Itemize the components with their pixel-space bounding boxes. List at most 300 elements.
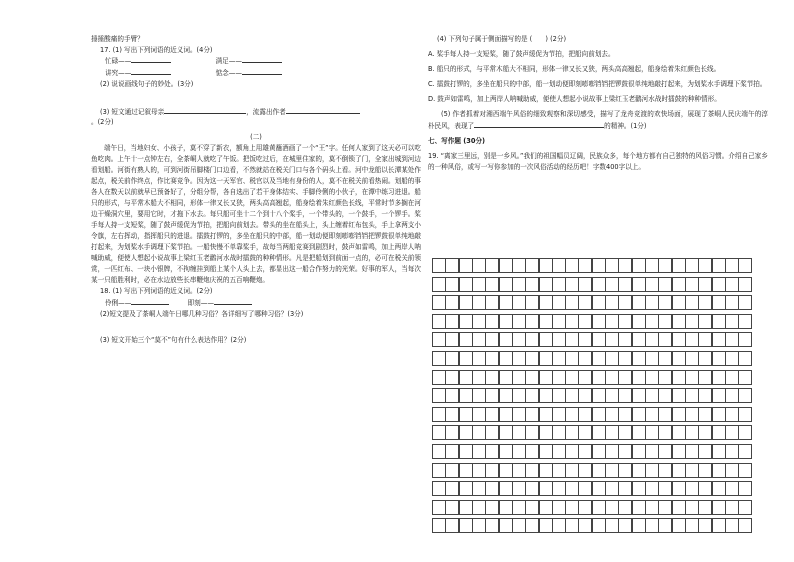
grid-cell[interactable]	[618, 295, 632, 310]
grid-cell[interactable]	[445, 332, 459, 347]
grid-cell[interactable]	[738, 351, 752, 366]
grid-cell[interactable]	[645, 500, 659, 515]
grid-cell[interactable]	[738, 332, 752, 347]
grid-cell[interactable]	[459, 481, 473, 496]
grid-cell[interactable]	[645, 388, 659, 403]
grid-cell[interactable]	[698, 425, 712, 440]
grid-cell[interactable]	[632, 370, 646, 385]
grid-cell[interactable]	[592, 351, 606, 366]
grid-cell[interactable]	[712, 463, 726, 478]
grid-cell[interactable]	[472, 295, 486, 310]
grid-cell[interactable]	[565, 518, 579, 533]
grid-cell[interactable]	[499, 277, 513, 292]
grid-cell[interactable]	[645, 518, 659, 533]
grid-cell[interactable]	[712, 258, 726, 273]
grid-cell[interactable]	[578, 351, 592, 366]
grid-cell[interactable]	[698, 258, 712, 273]
grid-cell[interactable]	[592, 500, 606, 515]
grid-cell[interactable]	[525, 370, 539, 385]
grid-cell[interactable]	[605, 332, 619, 347]
grid-cell[interactable]	[685, 444, 699, 459]
grid-cell[interactable]	[645, 277, 659, 292]
grid-cell[interactable]	[459, 295, 473, 310]
grid-cell[interactable]	[485, 518, 499, 533]
grid-cell[interactable]	[459, 277, 473, 292]
grid-cell[interactable]	[712, 388, 726, 403]
grid-cell[interactable]	[738, 481, 752, 496]
grid-cell[interactable]	[539, 481, 553, 496]
grid-cell[interactable]	[512, 314, 526, 329]
grid-cell[interactable]	[618, 463, 632, 478]
answer-blank[interactable]	[286, 106, 360, 114]
grid-cell[interactable]	[552, 500, 566, 515]
grid-cell[interactable]	[592, 277, 606, 292]
grid-cell[interactable]	[445, 314, 459, 329]
grid-cell[interactable]	[632, 258, 646, 273]
answer-blank[interactable]	[242, 67, 282, 75]
grid-cell[interactable]	[712, 444, 726, 459]
grid-cell[interactable]	[499, 351, 513, 366]
grid-cell[interactable]	[459, 314, 473, 329]
grid-cell[interactable]	[512, 518, 526, 533]
grid-cell[interactable]	[645, 295, 659, 310]
grid-cell[interactable]	[712, 277, 726, 292]
grid-cell[interactable]	[685, 351, 699, 366]
grid-cell[interactable]	[672, 425, 686, 440]
grid-cell[interactable]	[445, 444, 459, 459]
grid-cell[interactable]	[539, 500, 553, 515]
grid-cell[interactable]	[632, 351, 646, 366]
grid-cell[interactable]	[432, 481, 446, 496]
grid-cell[interactable]	[432, 425, 446, 440]
grid-cell[interactable]	[618, 407, 632, 422]
grid-cell[interactable]	[738, 463, 752, 478]
grid-cell[interactable]	[525, 258, 539, 273]
grid-cell[interactable]	[512, 295, 526, 310]
grid-cell[interactable]	[672, 407, 686, 422]
grid-cell[interactable]	[725, 444, 739, 459]
writing-grid[interactable]	[432, 258, 768, 537]
grid-cell[interactable]	[445, 370, 459, 385]
grid-cell[interactable]	[685, 370, 699, 385]
grid-cell[interactable]	[725, 425, 739, 440]
grid-cell[interactable]	[698, 500, 712, 515]
grid-cell[interactable]	[565, 500, 579, 515]
grid-cell[interactable]	[672, 295, 686, 310]
grid-cell[interactable]	[605, 481, 619, 496]
grid-cell[interactable]	[578, 277, 592, 292]
grid-cell[interactable]	[472, 518, 486, 533]
grid-cell[interactable]	[658, 481, 672, 496]
grid-cell[interactable]	[618, 444, 632, 459]
grid-cell[interactable]	[725, 332, 739, 347]
grid-cell[interactable]	[645, 425, 659, 440]
grid-cell[interactable]	[565, 295, 579, 310]
grid-cell[interactable]	[525, 295, 539, 310]
grid-cell[interactable]	[658, 518, 672, 533]
grid-cell[interactable]	[499, 388, 513, 403]
grid-cell[interactable]	[658, 444, 672, 459]
grid-cell[interactable]	[499, 425, 513, 440]
grid-cell[interactable]	[539, 407, 553, 422]
grid-cell[interactable]	[539, 370, 553, 385]
answer-blank[interactable]	[131, 297, 169, 305]
grid-cell[interactable]	[445, 500, 459, 515]
grid-cell[interactable]	[432, 332, 446, 347]
grid-cell[interactable]	[472, 388, 486, 403]
grid-cell[interactable]	[512, 351, 526, 366]
grid-cell[interactable]	[712, 314, 726, 329]
grid-cell[interactable]	[592, 425, 606, 440]
answer-blank[interactable]	[242, 55, 282, 63]
grid-cell[interactable]	[485, 351, 499, 366]
grid-cell[interactable]	[712, 407, 726, 422]
grid-cell[interactable]	[618, 481, 632, 496]
grid-cell[interactable]	[472, 370, 486, 385]
grid-cell[interactable]	[725, 463, 739, 478]
answer-blank[interactable]	[131, 55, 171, 63]
grid-cell[interactable]	[698, 444, 712, 459]
grid-cell[interactable]	[472, 332, 486, 347]
grid-cell[interactable]	[618, 425, 632, 440]
grid-cell[interactable]	[632, 295, 646, 310]
grid-cell[interactable]	[459, 388, 473, 403]
grid-cell[interactable]	[632, 500, 646, 515]
grid-cell[interactable]	[432, 277, 446, 292]
grid-cell[interactable]	[539, 277, 553, 292]
grid-cell[interactable]	[672, 332, 686, 347]
grid-cell[interactable]	[539, 314, 553, 329]
grid-cell[interactable]	[645, 351, 659, 366]
grid-cell[interactable]	[618, 314, 632, 329]
grid-cell[interactable]	[472, 277, 486, 292]
grid-cell[interactable]	[738, 444, 752, 459]
grid-cell[interactable]	[592, 258, 606, 273]
grid-cell[interactable]	[552, 351, 566, 366]
grid-cell[interactable]	[512, 332, 526, 347]
grid-cell[interactable]	[698, 481, 712, 496]
grid-cell[interactable]	[432, 295, 446, 310]
grid-cell[interactable]	[565, 277, 579, 292]
grid-cell[interactable]	[725, 481, 739, 496]
grid-cell[interactable]	[565, 444, 579, 459]
grid-cell[interactable]	[698, 370, 712, 385]
grid-cell[interactable]	[738, 295, 752, 310]
grid-cell[interactable]	[605, 370, 619, 385]
answer-blank[interactable]	[214, 297, 252, 305]
grid-cell[interactable]	[539, 258, 553, 273]
grid-cell[interactable]	[605, 444, 619, 459]
grid-cell[interactable]	[738, 500, 752, 515]
grid-cell[interactable]	[459, 463, 473, 478]
grid-cell[interactable]	[432, 518, 446, 533]
grid-cell[interactable]	[525, 332, 539, 347]
grid-cell[interactable]	[658, 500, 672, 515]
grid-cell[interactable]	[512, 463, 526, 478]
grid-cell[interactable]	[712, 351, 726, 366]
grid-cell[interactable]	[512, 258, 526, 273]
grid-cell[interactable]	[685, 277, 699, 292]
grid-cell[interactable]	[552, 314, 566, 329]
grid-cell[interactable]	[725, 314, 739, 329]
grid-cell[interactable]	[578, 388, 592, 403]
grid-cell[interactable]	[552, 481, 566, 496]
grid-cell[interactable]	[605, 407, 619, 422]
grid-cell[interactable]	[499, 407, 513, 422]
grid-cell[interactable]	[552, 463, 566, 478]
grid-cell[interactable]	[685, 407, 699, 422]
grid-cell[interactable]	[618, 500, 632, 515]
grid-cell[interactable]	[672, 351, 686, 366]
grid-cell[interactable]	[432, 444, 446, 459]
grid-cell[interactable]	[605, 500, 619, 515]
grid-cell[interactable]	[685, 314, 699, 329]
grid-cell[interactable]	[738, 277, 752, 292]
answer-blank[interactable]	[131, 67, 171, 75]
grid-cell[interactable]	[578, 258, 592, 273]
grid-cell[interactable]	[499, 518, 513, 533]
grid-cell[interactable]	[725, 388, 739, 403]
grid-cell[interactable]	[632, 444, 646, 459]
grid-cell[interactable]	[432, 500, 446, 515]
grid-cell[interactable]	[445, 258, 459, 273]
grid-cell[interactable]	[499, 295, 513, 310]
grid-cell[interactable]	[485, 500, 499, 515]
grid-cell[interactable]	[592, 370, 606, 385]
grid-cell[interactable]	[698, 388, 712, 403]
grid-cell[interactable]	[592, 407, 606, 422]
grid-cell[interactable]	[445, 518, 459, 533]
grid-cell[interactable]	[738, 258, 752, 273]
grid-cell[interactable]	[432, 351, 446, 366]
grid-cell[interactable]	[512, 277, 526, 292]
grid-cell[interactable]	[658, 407, 672, 422]
grid-cell[interactable]	[485, 314, 499, 329]
grid-cell[interactable]	[472, 314, 486, 329]
grid-cell[interactable]	[672, 444, 686, 459]
grid-cell[interactable]	[525, 444, 539, 459]
answer-blank[interactable]	[164, 106, 246, 114]
grid-cell[interactable]	[485, 277, 499, 292]
grid-cell[interactable]	[525, 407, 539, 422]
grid-cell[interactable]	[565, 463, 579, 478]
grid-cell[interactable]	[432, 370, 446, 385]
grid-cell[interactable]	[539, 463, 553, 478]
grid-cell[interactable]	[552, 332, 566, 347]
grid-cell[interactable]	[658, 295, 672, 310]
grid-cell[interactable]	[698, 314, 712, 329]
grid-cell[interactable]	[565, 332, 579, 347]
grid-cell[interactable]	[592, 518, 606, 533]
grid-cell[interactable]	[712, 500, 726, 515]
grid-cell[interactable]	[645, 258, 659, 273]
grid-cell[interactable]	[645, 481, 659, 496]
grid-cell[interactable]	[459, 518, 473, 533]
grid-cell[interactable]	[618, 351, 632, 366]
grid-cell[interactable]	[685, 332, 699, 347]
grid-cell[interactable]	[578, 407, 592, 422]
grid-cell[interactable]	[712, 295, 726, 310]
grid-cell[interactable]	[725, 500, 739, 515]
grid-cell[interactable]	[592, 314, 606, 329]
grid-cell[interactable]	[592, 463, 606, 478]
grid-cell[interactable]	[565, 351, 579, 366]
grid-cell[interactable]	[512, 500, 526, 515]
grid-cell[interactable]	[472, 351, 486, 366]
grid-cell[interactable]	[472, 500, 486, 515]
grid-cell[interactable]	[672, 370, 686, 385]
grid-cell[interactable]	[672, 388, 686, 403]
grid-cell[interactable]	[605, 518, 619, 533]
grid-cell[interactable]	[685, 463, 699, 478]
grid-cell[interactable]	[539, 295, 553, 310]
grid-cell[interactable]	[698, 463, 712, 478]
grid-cell[interactable]	[578, 500, 592, 515]
grid-cell[interactable]	[578, 370, 592, 385]
grid-cell[interactable]	[472, 425, 486, 440]
grid-cell[interactable]	[605, 463, 619, 478]
grid-cell[interactable]	[605, 388, 619, 403]
grid-cell[interactable]	[592, 481, 606, 496]
grid-cell[interactable]	[459, 370, 473, 385]
grid-cell[interactable]	[698, 295, 712, 310]
grid-cell[interactable]	[499, 500, 513, 515]
grid-cell[interactable]	[685, 295, 699, 310]
grid-cell[interactable]	[445, 295, 459, 310]
grid-cell[interactable]	[658, 258, 672, 273]
grid-cell[interactable]	[645, 332, 659, 347]
grid-cell[interactable]	[618, 258, 632, 273]
grid-cell[interactable]	[645, 444, 659, 459]
grid-cell[interactable]	[485, 295, 499, 310]
grid-cell[interactable]	[725, 407, 739, 422]
grid-cell[interactable]	[578, 444, 592, 459]
grid-cell[interactable]	[685, 500, 699, 515]
grid-cell[interactable]	[658, 425, 672, 440]
grid-cell[interactable]	[565, 258, 579, 273]
grid-cell[interactable]	[645, 407, 659, 422]
grid-cell[interactable]	[525, 518, 539, 533]
grid-cell[interactable]	[632, 425, 646, 440]
grid-cell[interactable]	[525, 314, 539, 329]
grid-cell[interactable]	[512, 370, 526, 385]
grid-cell[interactable]	[485, 370, 499, 385]
grid-cell[interactable]	[432, 388, 446, 403]
grid-cell[interactable]	[499, 444, 513, 459]
grid-cell[interactable]	[485, 444, 499, 459]
grid-cell[interactable]	[499, 481, 513, 496]
grid-cell[interactable]	[565, 407, 579, 422]
grid-cell[interactable]	[459, 351, 473, 366]
grid-cell[interactable]	[432, 314, 446, 329]
grid-cell[interactable]	[445, 407, 459, 422]
grid-cell[interactable]	[472, 463, 486, 478]
grid-cell[interactable]	[632, 332, 646, 347]
grid-cell[interactable]	[578, 425, 592, 440]
grid-cell[interactable]	[632, 463, 646, 478]
grid-cell[interactable]	[725, 295, 739, 310]
grid-cell[interactable]	[672, 314, 686, 329]
grid-cell[interactable]	[552, 444, 566, 459]
grid-cell[interactable]	[472, 258, 486, 273]
grid-cell[interactable]	[512, 388, 526, 403]
grid-cell[interactable]	[658, 314, 672, 329]
grid-cell[interactable]	[485, 425, 499, 440]
grid-cell[interactable]	[632, 518, 646, 533]
grid-cell[interactable]	[712, 332, 726, 347]
grid-cell[interactable]	[499, 258, 513, 273]
grid-cell[interactable]	[645, 370, 659, 385]
grid-cell[interactable]	[445, 425, 459, 440]
grid-cell[interactable]	[632, 277, 646, 292]
grid-cell[interactable]	[632, 388, 646, 403]
grid-cell[interactable]	[592, 332, 606, 347]
grid-cell[interactable]	[592, 444, 606, 459]
grid-cell[interactable]	[685, 388, 699, 403]
answer-blank[interactable]	[474, 120, 604, 128]
grid-cell[interactable]	[672, 277, 686, 292]
grid-cell[interactable]	[539, 425, 553, 440]
grid-cell[interactable]	[552, 258, 566, 273]
grid-cell[interactable]	[698, 277, 712, 292]
grid-cell[interactable]	[552, 295, 566, 310]
grid-cell[interactable]	[499, 314, 513, 329]
grid-cell[interactable]	[565, 425, 579, 440]
grid-cell[interactable]	[459, 407, 473, 422]
grid-cell[interactable]	[525, 351, 539, 366]
grid-cell[interactable]	[472, 481, 486, 496]
grid-cell[interactable]	[605, 351, 619, 366]
grid-cell[interactable]	[552, 518, 566, 533]
grid-cell[interactable]	[685, 481, 699, 496]
grid-cell[interactable]	[525, 277, 539, 292]
grid-cell[interactable]	[698, 332, 712, 347]
grid-cell[interactable]	[445, 277, 459, 292]
grid-cell[interactable]	[658, 463, 672, 478]
grid-cell[interactable]	[605, 425, 619, 440]
grid-cell[interactable]	[459, 258, 473, 273]
grid-cell[interactable]	[592, 295, 606, 310]
grid-cell[interactable]	[565, 314, 579, 329]
grid-cell[interactable]	[578, 332, 592, 347]
grid-cell[interactable]	[525, 481, 539, 496]
grid-cell[interactable]	[712, 518, 726, 533]
grid-cell[interactable]	[618, 388, 632, 403]
grid-cell[interactable]	[632, 481, 646, 496]
grid-cell[interactable]	[738, 370, 752, 385]
grid-cell[interactable]	[632, 314, 646, 329]
grid-cell[interactable]	[539, 388, 553, 403]
grid-cell[interactable]	[485, 388, 499, 403]
grid-cell[interactable]	[685, 518, 699, 533]
grid-cell[interactable]	[445, 481, 459, 496]
grid-cell[interactable]	[432, 407, 446, 422]
grid-cell[interactable]	[565, 481, 579, 496]
grid-cell[interactable]	[578, 481, 592, 496]
grid-cell[interactable]	[539, 518, 553, 533]
grid-cell[interactable]	[672, 463, 686, 478]
grid-cell[interactable]	[658, 388, 672, 403]
grid-cell[interactable]	[738, 518, 752, 533]
grid-cell[interactable]	[552, 407, 566, 422]
grid-cell[interactable]	[618, 332, 632, 347]
grid-cell[interactable]	[445, 388, 459, 403]
grid-cell[interactable]	[738, 425, 752, 440]
grid-cell[interactable]	[645, 463, 659, 478]
grid-cell[interactable]	[685, 258, 699, 273]
grid-cell[interactable]	[672, 518, 686, 533]
grid-cell[interactable]	[672, 481, 686, 496]
